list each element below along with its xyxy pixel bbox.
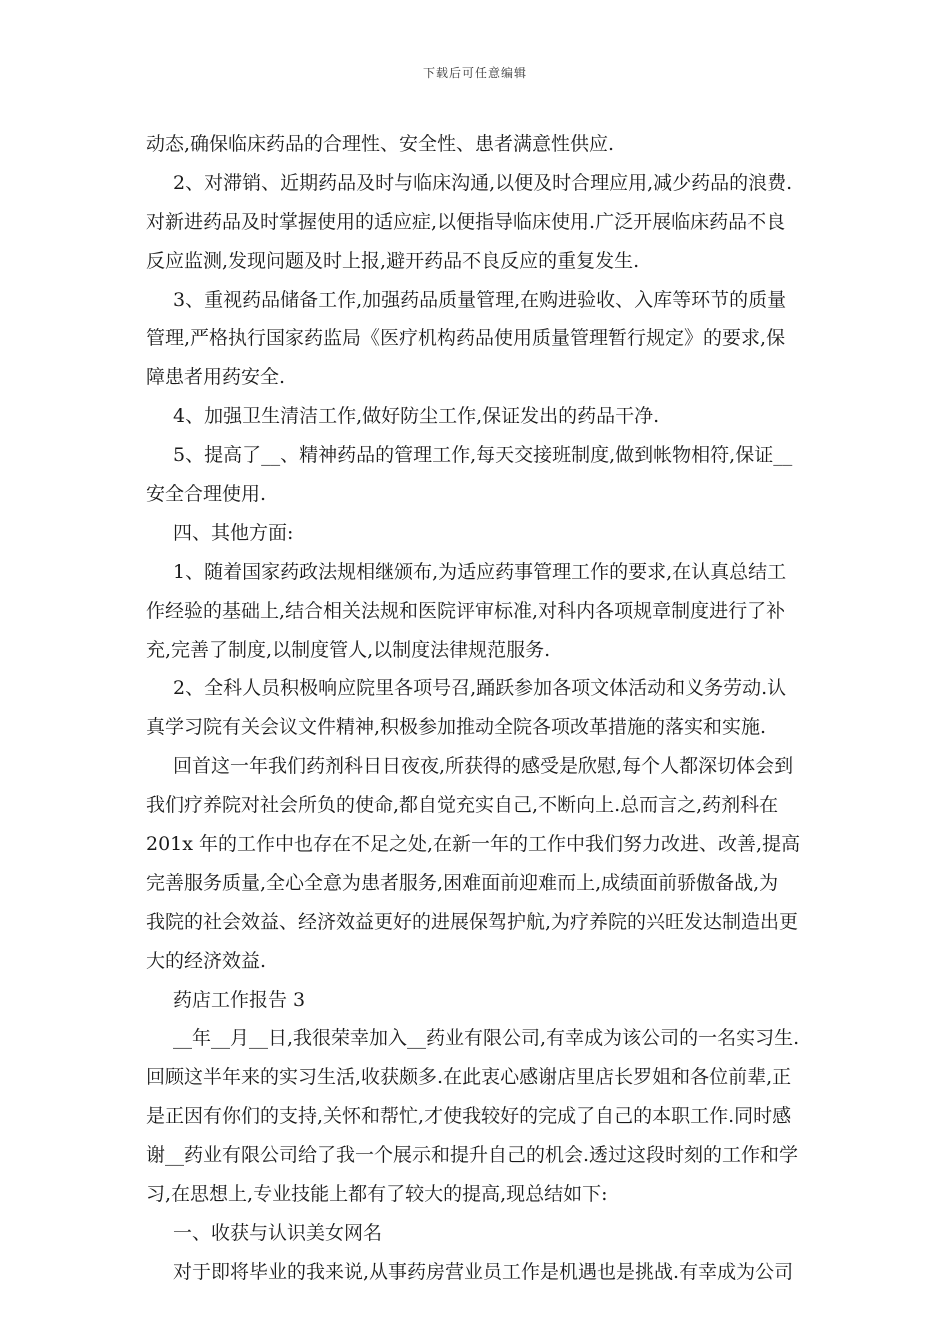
text-line: 2、全科人员积极响应院里各项号召,踊跃参加各项文体活动和义务劳动.认 — [173, 677, 787, 700]
text-line: 201x 年的工作中也存在不足之处,在新一年的工作中我们努力改进、改善,提高 — [146, 833, 801, 856]
text-line: 1、随着国家药政法规相继颁布,为适应药事管理工作的要求,在认真总结工 — [173, 560, 787, 583]
page-header-note: 下载后可任意编辑 — [422, 66, 527, 80]
text-line: 障患者用药安全. — [146, 366, 286, 389]
text-line: 管理,严格执行国家药监局《医疗机构药品使用质量管理暂行规定》的要求,保 — [146, 327, 786, 350]
document-body — [146, 125, 816, 1292]
text-line: __年__月__日,我很荣幸加入__药业有限公司,有幸成为该公司的一名实习生. — [173, 1027, 800, 1050]
text-line: 完善服务质量,全心全意为患者服务,困难面前迎难而上,成绩面前骄傲备战,为 — [146, 871, 779, 894]
text-line: 3、重视药品储备工作,加强药品质量管理,在购进验收、入库等环节的质量 — [173, 288, 787, 311]
text-line: 一、收获与认识美女网名 — [173, 1221, 383, 1244]
text-line: 回顾这半年来的实习生活,收获颇多.在此衷心感谢店里店长罗姐和各位前辈,正 — [146, 1066, 792, 1089]
text-line: 四、其他方面: — [173, 521, 294, 544]
text-line: 药店工作报告 3 — [173, 988, 306, 1011]
text-line: 回首这一年我们药剂科日日夜夜,所获得的感受是欣慰,每个人都深切体会到 — [173, 755, 794, 778]
text-line: 对新进药品及时掌握使用的适应症,以便指导临床使用.广泛开展临床药品不良 — [146, 210, 786, 233]
text-line: 大的经济效益. — [146, 949, 267, 972]
text-line: 动态,确保临床药品的合理性、安全性、患者满意性供应. — [146, 133, 615, 155]
text-line: 我院的社会效益、经济效益更好的进展保驾护航,为疗养院的兴旺发达制造出更 — [146, 910, 799, 933]
text-line: 习,在思想上,专业技能上都有了较大的提高,现总结如下: — [146, 1183, 608, 1206]
text-line: 作经验的基础上,结合相关法规和医院评审标准,对科内各项规章制度进行了补 — [146, 599, 786, 622]
text-line: 2、对滞销、近期药品及时与临床沟通,以便及时合理应用,减少药品的浪费. — [173, 171, 793, 194]
text-line: 安全合理使用. — [146, 483, 267, 506]
text-line: 5、提高了__、精神药品的管理工作,每天交接班制度,做到帐物相符,保证__ — [173, 444, 793, 467]
text-line: 是正因有你们的支持,关怀和帮忙,才使我较好的完成了自己的本职工作.同时感 — [146, 1105, 792, 1128]
text-line: 反应监测,发现问题及时上报,避开药品不良反应的重复发生. — [146, 249, 640, 272]
text-line: 4、加强卫生清洁工作,做好防尘工作,保证发出的药品干净. — [173, 405, 660, 428]
text-line: 我们疗养院对社会所负的使命,都自觉充实自己,不断向上.总而言之,药剂科在 — [146, 794, 779, 817]
text-line: 对于即将毕业的我来说,从事药房营业员工作是机遇也是挑战.有幸成为公司 — [173, 1260, 794, 1283]
text-line: 真学习院有关会议文件精神,积极参加推动全院各项改革措施的落实和实施. — [146, 716, 767, 739]
text-line: 谢__药业有限公司给了我一个展示和提升自己的机会.透过这段时刻的工作和学 — [146, 1144, 799, 1167]
text-line: 充,完善了制度,以制度管人,以制度法律规范服务. — [146, 638, 551, 661]
